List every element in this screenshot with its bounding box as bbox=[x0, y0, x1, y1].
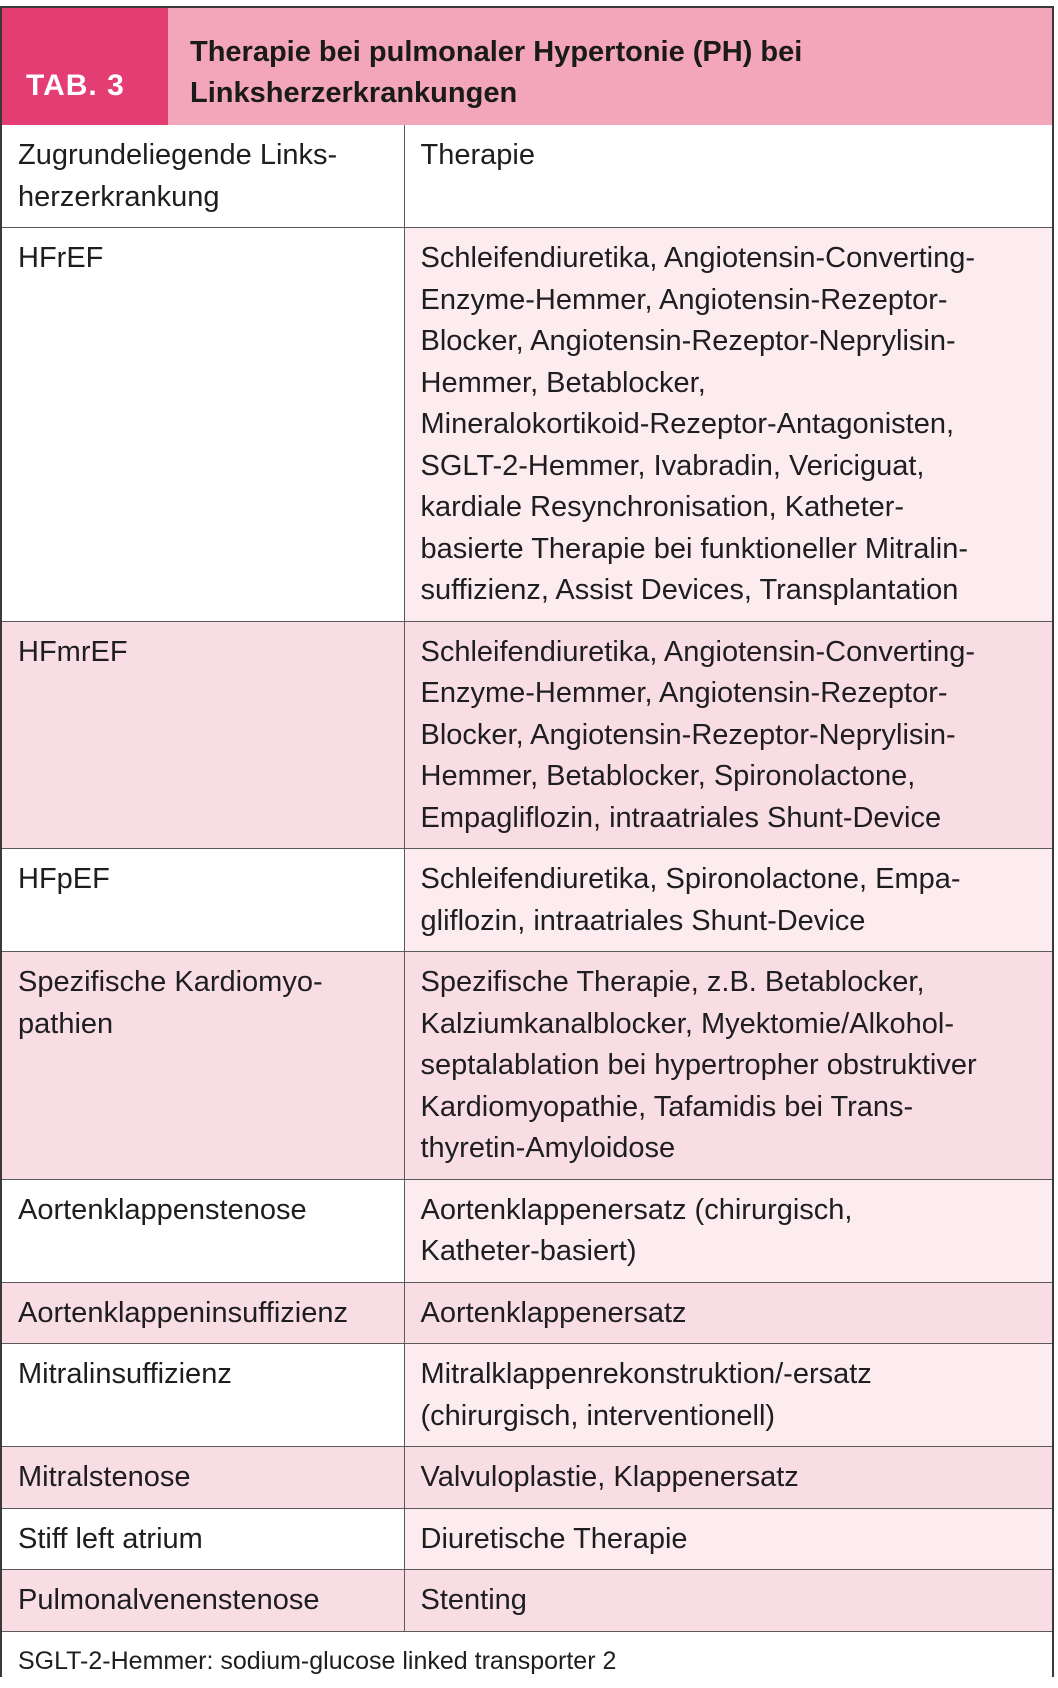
footnote: SGLT-2-Hemmer: sodium-glucose linked transporter 2 bbox=[2, 1631, 1052, 1688]
condition-cell: HFpEF bbox=[2, 849, 404, 952]
condition-cell: Pulmonalvenenstenose bbox=[2, 1570, 404, 1632]
table-row bbox=[2, 621, 1052, 849]
table-frame bbox=[0, 6, 1054, 1677]
column-header-condition: Zugrundeliegende Links- herzerkrankung bbox=[2, 125, 404, 228]
therapy-cell: Schleifendiuretika, Spironolactone, Empa- gliflozin, intraatriales Shunt-Device bbox=[404, 849, 1052, 952]
condition-cell: Stiff left atrium bbox=[2, 1508, 404, 1570]
therapy-cell: Diuretische Therapie bbox=[404, 1508, 1052, 1570]
condition-cell: Spezifische Kardiomyo- pathien bbox=[2, 952, 404, 1180]
condition-cell: Mitralstenose bbox=[2, 1447, 404, 1509]
table-row bbox=[2, 1179, 1052, 1282]
condition-cell: Mitralinsuffizienz bbox=[2, 1344, 404, 1447]
column-header-therapy: Therapie bbox=[404, 125, 1052, 228]
table-row bbox=[2, 228, 1052, 622]
therapy-cell: Stenting bbox=[404, 1570, 1052, 1632]
column-header-row bbox=[2, 125, 1052, 228]
table-title-line-1: Therapie bei pulmonaler Hypertonie (PH) bei bbox=[190, 36, 803, 68]
condition-cell: HFmrEF bbox=[2, 621, 404, 849]
therapy-cell: Spezifische Therapie, z.B. Betablocker, Kalziumkanalblocker, Myektomie/Alkohol- septalablation bei hypertropher obstruktiver Kardiomyopathie, Tafamidis bei Trans- thyretin-Amyloidose bbox=[404, 952, 1052, 1180]
therapy-cell: Aortenklappenersatz bbox=[404, 1282, 1052, 1344]
table-row bbox=[2, 1570, 1052, 1632]
therapy-cell: Mitralklappenrekonstruktion/-ersatz (chirurgisch, interventionell) bbox=[404, 1344, 1052, 1447]
condition-cell: Aortenklappeninsuffizienz bbox=[2, 1282, 404, 1344]
condition-cell: HFrEF bbox=[2, 228, 404, 622]
table-row bbox=[2, 952, 1052, 1180]
table-title-line-2: Linksherzerkrankungen bbox=[190, 77, 518, 109]
table-header bbox=[2, 8, 1052, 125]
table-number-label: TAB. 3 bbox=[2, 8, 168, 125]
therapy-table bbox=[2, 125, 1052, 1688]
table-row bbox=[2, 1282, 1052, 1344]
table-row bbox=[2, 1344, 1052, 1447]
therapy-cell: Valvuloplastie, Klappenersatz bbox=[404, 1447, 1052, 1509]
table-row bbox=[2, 1508, 1052, 1570]
therapy-cell: Schleifendiuretika, Angiotensin-Converting- Enzyme-Hemmer, Angiotensin-Rezeptor- Blocker, Angiotensin-Rezeptor-Neprylisin- Hemmer, Betablocker, Mineralokortikoid-Rezeptor-Antagonisten, SGLT-2-Hemmer, Ivabradin, Vericiguat, kardiale Resynchronisation, Katheter- basierte Therapie bei funktioneller Mitralin- suffizienz, Assist Devices, Transplantation bbox=[404, 228, 1052, 622]
footnote-row bbox=[2, 1631, 1052, 1688]
condition-cell: Aortenklappenstenose bbox=[2, 1179, 404, 1282]
therapy-cell: Aortenklappenersatz (chirurgisch, Katheter-basiert) bbox=[404, 1179, 1052, 1282]
therapy-cell: Schleifendiuretika, Angiotensin-Converting- Enzyme-Hemmer, Angiotensin-Rezeptor- Blocker, Angiotensin-Rezeptor-Neprylisin- Hemmer, Betablocker, Spironolactone, Empagliflozin, intraatriales Shunt-Device bbox=[404, 621, 1052, 849]
table-row bbox=[2, 849, 1052, 952]
table-row bbox=[2, 1447, 1052, 1509]
table-title bbox=[168, 8, 1052, 125]
